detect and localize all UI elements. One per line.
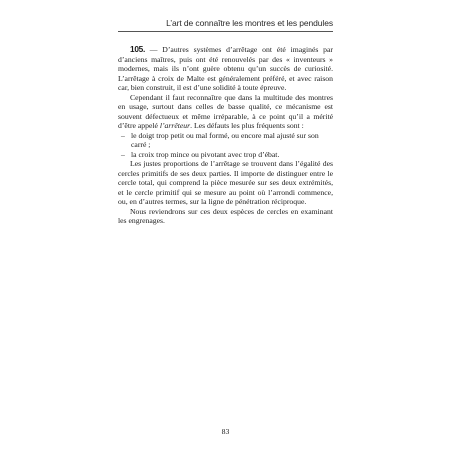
- section-number: 105.: [130, 44, 145, 54]
- defects-list: [118, 131, 333, 160]
- paragraph-105-text: — D’autres systèmes d’arrêtage ont été imaginés par d’anciens maîtres, puis ont été renouvelés par des « inventeurs » modernes, mais ils n’ont guère obtenu qu’un succès de curiosité. L’arrêtage à croix de Malte est généralement préféré, et avec raison car, bien construit, il est d’une solidité à toute épreuve.: [118, 45, 333, 92]
- list-item: [118, 131, 333, 150]
- paragraph-gears: Nous reviendrons sur ces deux espèces de cercles en examinant les engrenages.: [118, 206, 333, 225]
- dash-marker: –: [121, 130, 125, 140]
- list-item: [118, 150, 333, 160]
- dash-marker: –: [121, 149, 125, 159]
- italic-term: l’arrêteur: [159, 121, 191, 130]
- list-item-text: la croix trop mince ou pivotant avec trop d’ébat.: [131, 149, 280, 159]
- paragraph-defects: [118, 93, 333, 131]
- paragraph-105: [118, 45, 333, 93]
- paragraph-defects-text: Cependant il faut reconnaître que dans la multitude des montres en usage, surtout dans celles de basse qualité, ce mécanisme est souvent défectueux et même irréparable, à ce point qu’il a mérité d’être appelé: [118, 92, 333, 130]
- page-number: 83: [221, 427, 230, 436]
- paragraph-defects-tail: . Les défauts les plus fréquents sont :: [190, 121, 304, 130]
- body-text: [118, 45, 333, 226]
- list-item-text: le doigt trop petit ou mal formé, ou encore mal ajusté sur son carré ;: [131, 130, 319, 149]
- header-rule: [118, 31, 333, 32]
- running-head: L’art de connaître les montres et les pendules: [166, 18, 333, 28]
- paragraph-proportions: Les justes proportions de l’arrêtage se trouvent dans l’égalité des cercles primitifs de ses deux parties. Il importe de distinguer entre le cercle total, qui comprend la pièce mesurée sur ses deux extrémités, et le cercle primitif qui se mesure au point où l’arrondi commence, ou, en d’autres termes, sur la ligne de pénétration réciproque.: [118, 159, 333, 206]
